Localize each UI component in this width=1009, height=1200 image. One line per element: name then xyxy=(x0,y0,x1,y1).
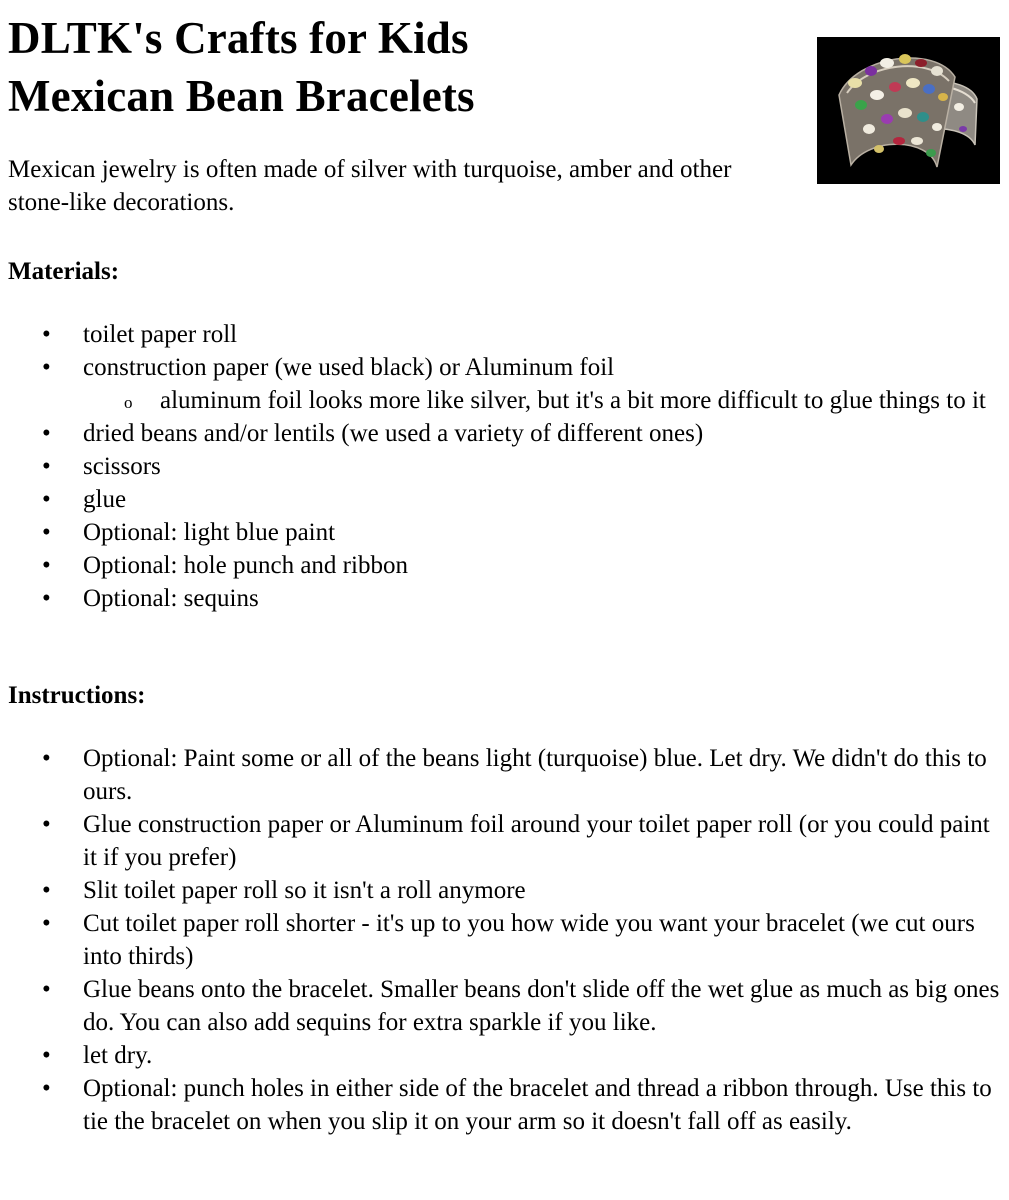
list-item: • Optional: light blue paint xyxy=(0,516,1000,549)
list-item: • Glue beans onto the bracelet. Smaller beans don't slide off the wet glue as much as big ones do. You can also add sequins for extra sparkle if you like. xyxy=(0,973,1000,1039)
materials-list xyxy=(0,318,1000,615)
list-item: • Optional: hole punch and ribbon xyxy=(0,549,1000,582)
intro-text: Mexican jewelry is often made of silver with turquoise, amber and other stone-like decorations. xyxy=(8,156,732,216)
list-item: • Optional: sequins xyxy=(0,582,1000,615)
craft-title: Mexican Bean Bracelets xyxy=(8,71,475,121)
list-item: • glue xyxy=(0,483,1000,516)
list-item: • dried beans and/or lentils (we used a variety of different ones) xyxy=(0,417,1000,450)
list-item: • Optional: Paint some or all of the beans light (turquoise) blue. Let dry. We didn't do this to ours. xyxy=(0,742,1000,808)
site-title: DLTK's Crafts for Kids xyxy=(8,13,469,63)
bracelet-photo xyxy=(817,37,1000,184)
list-item: • toilet paper roll xyxy=(0,318,1000,351)
page-title xyxy=(8,9,475,125)
list-item: • Optional: punch holes in either side of the bracelet and thread a ribbon through. Use this to tie the bracelet on when you slip it on your arm so it doesn't fall off as easily. xyxy=(0,1072,1000,1138)
list-item: • scissors xyxy=(0,450,1000,483)
list-item: • Slit toilet paper roll so it isn't a roll anymore xyxy=(0,874,1000,907)
list-item: • Cut toilet paper roll shorter - it's up to you how wide you want your bracelet (we cut ours into thirds) xyxy=(0,907,1000,973)
sublist-item: o aluminum foil looks more like silver, but it's a bit more difficult to glue things to it xyxy=(83,384,1000,417)
list-item-text: construction paper (we used black) or Aluminum foil xyxy=(83,354,615,381)
materials-heading: Materials: xyxy=(8,258,120,285)
bracelet-illustration xyxy=(817,37,1000,184)
list-item: • let dry. xyxy=(0,1039,1000,1072)
materials-sublist xyxy=(83,384,1000,417)
list-item xyxy=(0,351,1000,417)
instructions-heading: Instructions: xyxy=(8,682,146,709)
list-item: • Glue construction paper or Aluminum foil around your toilet paper roll (or you could paint it if you prefer) xyxy=(0,808,1000,874)
instructions-list xyxy=(0,742,1000,1138)
